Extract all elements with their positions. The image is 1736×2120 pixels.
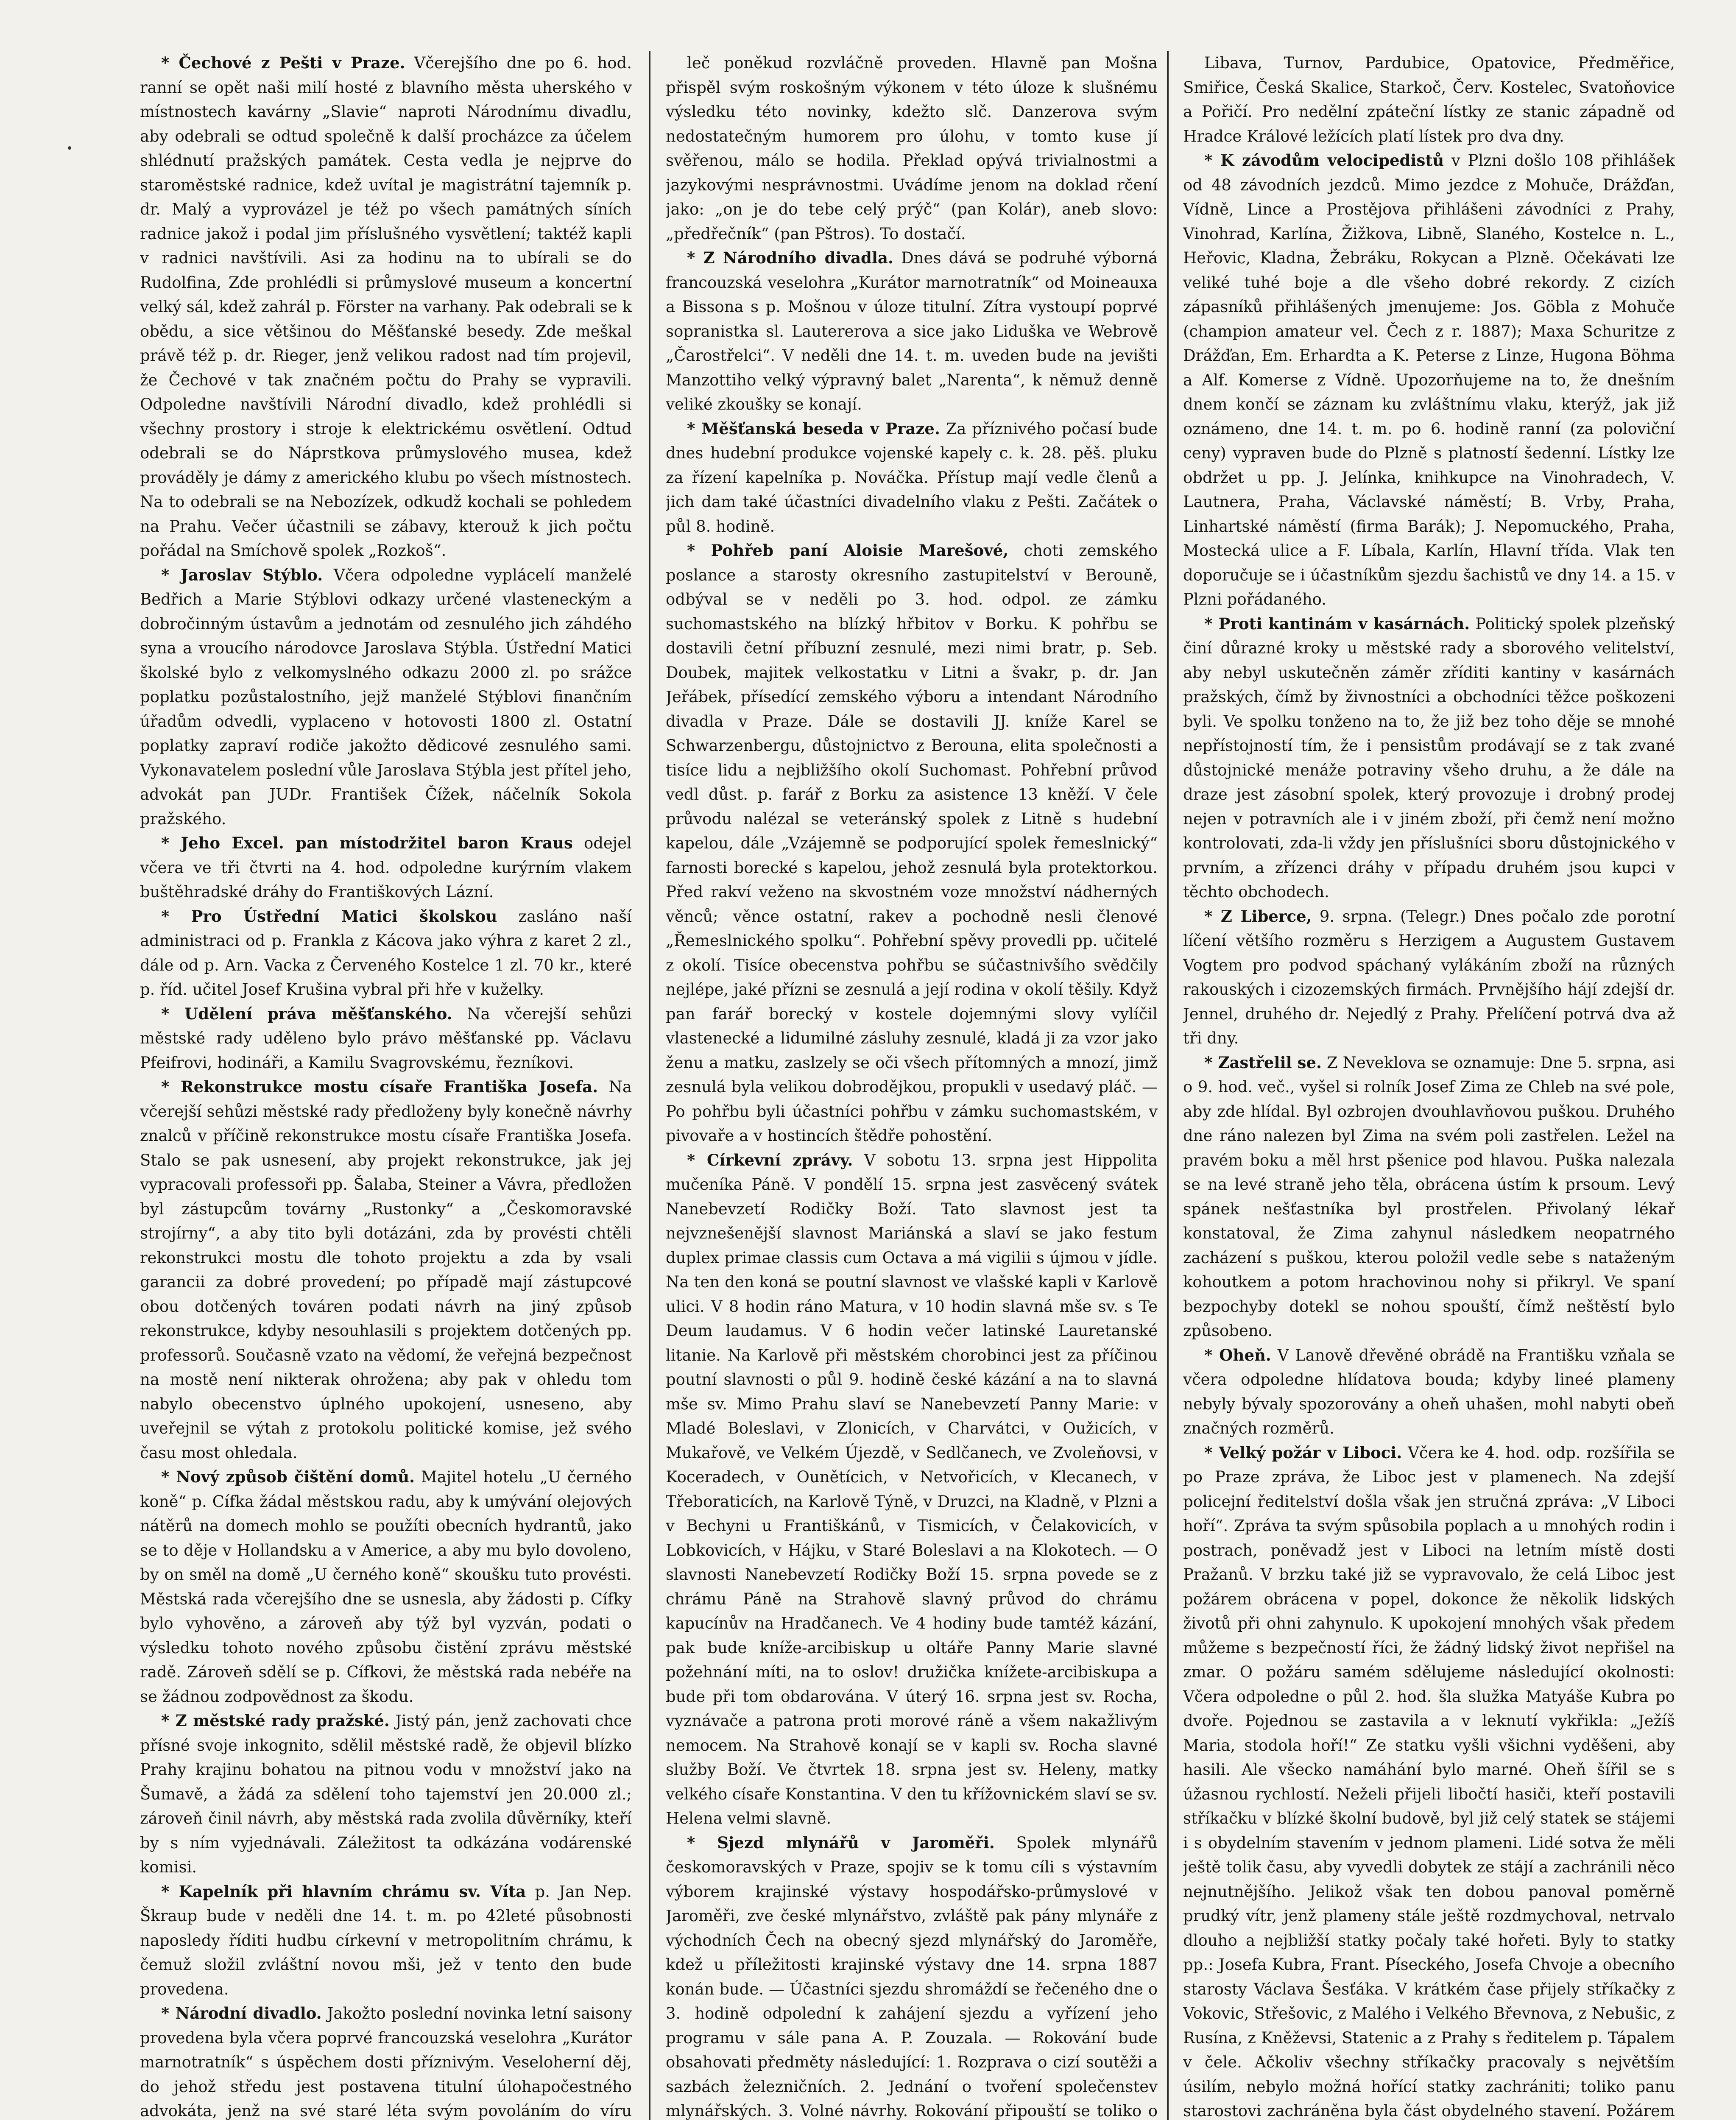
article-body: p. Jan Nep. Škraup bude v neděli dne 14. t. m. po 42leté působnosti naposledy říditi hudbu církevní v metropolitním chrámu, k čemuž složil zvláštní novou mši, jež v tento den bude provedena. — [140, 1882, 632, 1998]
article-heading: * Pohřeb paní Aloisie Marešové, — [687, 541, 1009, 560]
article-body: Jakožto poslední novinka letní saisony provedena byla včera poprvé francouzská veselohra „Kurátor marnotratník“ s úspěchem dosti příznivým. Veseloherní děj, do jehož středu jest postavena titulní úlohapočestného advokáta, jenž na své staré léta svým povoláním do víru — [140, 2004, 632, 2120]
article-body: V sobotu 13. srpna jest Hippolita mučeníka Páně. V pondělí 15. srpna jest zasvěcený svátek Nanebevzetí Rodičky Boží. Tato slavnost jest ta nejvznešenější slavnost Mariánská a slaví se jako festum duplex primae classis cum Octava a má vigilii s újmou v jídle. Na ten den koná se poutní slavnost ve vlašské kapli v Karlově ulici. V 8 hodin ráno Matura, v 10 hodin slavná mše sv. s Te Deum laudamus. V 6 hodin večer latinské Lauretanské litanie. Na Karlově při městském chorobinci jest za příčinou poutní slavnosti o půl 9. hodině české kázání a na to slavná mše sv. Mimo Prahu slaví se Nanebevzetí Panny Marie: v Mladé Boleslavi, v Zlonicích, v Charvátci, v Oužicích, v Mukařově, ve Velkém Újezdě, v Sedlčanech, ve Zvoleňovsi, v Koceradech, v Ounětícich, v Netvořicích, v Klecanech, v Třeboraticích, na Karlově Týně, v Druzci, na Kladně, v Plzni a v Bechyni u Františkánů, v Tismicích, v Čelakovicích, v Lobkovicích, v Hájku, v Staré Boleslavi a na Klokotech. — O slavnosti Nanebevzetí Rodičky Boží 15. srpna povede se z chrámu Páně na Strahově slavný průvod do chrámu kapucínův na Hradčanech. Ve 4 hodiny bude tamtéž kázání, pak bude kníže-arcibiskup u oltáře Panny Marie slavné požehnání míti, na to oslov! družička knížete-arcibiskupa a bude při tom obdarována. V úterý 16. srpna jest sv. Rocha, vyznávače a patrona proti morové ráně a všem nakažlivým nemocem. Na Strahově konají se v kapli sv. Rocha slavné služby Boží. Ve čtvrtek 18. srpna jest sv. Heleny, matky velkého císaře Konstantina. V den tu křížovnickém slaví se sv. Helena velmi slavně. — [666, 1151, 1158, 1827]
article-item — [666, 538, 1158, 1148]
article-heading: * K závodům velocipedistů — [1204, 151, 1444, 170]
article-body: Včerejšího dne po 6. hod. ranní se opět naši milí hosté z blavního města uherského v místnostech kavárny „Slavie“ naproti Národnímu divadlu, aby odebrali se odtud společně k další procházce za účelem shlédnutí pražských památek. Cesta vedla je nejprve do staroměstské radnice, kdež uvítal je magistrátní tajemník p. dr. Malý a vyprovázel je též po všech památných síních radnice jakož i podal jim příslušného vysvětlení; taktéž kapli v radnici navštívili. Asi za hodinu na to ubírali se do Rudolfina, Zde prohlédli si průmyslové museum a koncertní velký sál, kdež zahrál p. Förster na varhany. Pak odebrali se k obědu, a sice většinou do Měšťanské besedy. Zde meškal právě též p. dr. Rieger, jenž velikou radost nad tím projevil, že Čechové v tak značném počtu do Prahy se vypravili. Odpoledne navštívili Národní divadlo, kdež prohlédli si všechny prostory i stroje k elektrickému osvětlení. Odtud odebrali se do Náprstkova průmyslového musea, kdež prováděly je dámy z amerického klubu po všech místnostech. Na to odebrali se na Nebozízek, odkudž kochali se pohledem na Prahu. Večer účastnili se zábavy, kterouž k jich počtu pořádal na Smíchově spolek „Rozkoš“. — [140, 54, 632, 560]
article-heading: * Udělení práva měšťanského. — [161, 1004, 452, 1023]
article-body: Včera odpoledne vyplácelí manželé Bedřich a Marie Stýblovi odkazy určené vlasteneckým a dobročinným ústavům a jednotám od zesnulého jich záhdého syna a vroucího národovce Jaroslava Stýbla. Ústřední Matici školské bylo z velkomyslného odkazu 2000 zl. po srážce poplatku pozůstalostního, jejž manželé Stýblovi finančním úřadům odvedli, vyplaceno v hotovosti 1800 zl. Ostatní poplatky zapraví rodiče jakožto dědicové zesnulého sami. Vykonavatelem poslední vůle Jaroslava Stýbla jest přítel jeho, advokát pan JUDr. František Čížek, náčelník Sokola pražského. — [140, 566, 632, 828]
article-item — [140, 904, 632, 1002]
article-body: Z Neveklova se oznamuje: Dne 5. srpna, asi o 9. hod. več., vyšel si rolník Josef Zima ze Chleb na své pole, aby zde hlídal. Byl ozbrojen dvouhlavňovou puškou. Druhého dne ráno nalezen byl Zima na svém poli zastřelen. Ležel na pravém boku a měl hrst pšenice pod hlavou. Puška nalezala se na levé straně jeho těla, obrácena ústím k prsoum. Levý spánek nešťastníka byl prostřelen. Přivolaný lékař konstatoval, že Zima zahynul následkem neopatrného zacházení s puškou, kterou položil vedle sebe s nataženým kohoutkem a potom hrachovinou nohy si přikryl. Ve spaní bezpochyby dotekl se nohou spouští, čímž neštěstí bylo způsobeno. — [1183, 1053, 1675, 1340]
article-body: Jistý pán, jenž zachovati chce přísné svoje inkognito, sdělil městské radě, že objevil blízko Prahy krajinu bohatou na pitnou vodu v množství jako na Šumavě, a žádá za sdělení toho tajemství jen 20.000 zl.; zároveň činil návrh, aby městská rada zvolila důvěrníky, kteří by s ním vyjednávali. Záležitost ta odkázána vodárenské komisi. — [140, 1712, 632, 1876]
article-item — [1183, 612, 1675, 904]
article-body: Politický spolek plzeňský činí důrazné kroky u městské rady a sborového velitelství, aby nebyl uskutečněn záměr zříditi kantiny v kasárnách pražských, čímž by živnostníci a obchodníci těžce poškozeni byli. Ve spolku tonženo na to, že již bez toho děje se mnohé nepřístojností tím, že i pensistům prodávají se z tak zvané důstojnické menáže potraviny všeho druhu, a že dále na draze jest zásobní spolek, který provozuje i drobný prodej nejen v potravních ale i v jiném zboží, při čemž není možno kontrolovati, zda-li vždy jen příslušníci sboru důstojnického v prvním, a zřízenci dráhy v případu druhém jsou kupci v těchto obchodech. — [1183, 614, 1675, 901]
article-heading: * Proti kantinám v kasárnách. — [1204, 614, 1470, 633]
article-heading: * Jaroslav Stýblo. — [161, 565, 323, 584]
article-item — [666, 51, 1158, 246]
article-heading: * Církevní zprávy. — [687, 1150, 853, 1169]
article-heading: * Nový způsob čištění domů. — [161, 1467, 415, 1486]
article-item — [1183, 148, 1675, 612]
column-3 — [1183, 51, 1675, 2120]
article-item — [666, 246, 1158, 417]
article-item — [1183, 1343, 1675, 1441]
article-item — [1183, 51, 1675, 148]
article-body: Majitel hotelu „U černého koně“ p. Cífka žádal městskou radu, aby k umývání olejových nátěrů na domech mohlo se použíti obecních hydrantů, jako se to děje v Hollandsku a v Americe, a aby mu bylo dovoleno, by on směl na domě „U černého koně“ skoušku tuto provésti. Městská rada včerejšího dne se usnesla, aby žádosti p. Cífky bylo vyhověno, a zároveň aby týž byl vyzván, podati o výsledku tohoto nového způsobu čistění zprávu městské radě. Zároveň sdělí se p. Cífkovi, že městská rada nebéře na se žádnou zodpovědnost za škodu. — [140, 1468, 632, 1706]
article-heading: * Velký požár v Liboci. — [1204, 1443, 1402, 1462]
column-1 — [140, 51, 632, 2120]
article-item — [140, 1709, 632, 1880]
article-body: 9. srpna. (Telegr.) Dnes počalo zde porotní líčení většího rozměru s Herzigem a Augustem Gustavem Vogtem pro podvod spáchaný vylákáním zboží na různých rakouských i cizozemských firmách. Prvnějšího hájí zdejší dr. Jennel, druhého dr. Nejedlý z Prahy. Přelíčení potrvá dva až tři dny. — [1183, 907, 1675, 1047]
article-item — [140, 1002, 632, 1075]
article-heading: * Kapelník při hlavním chrámu sv. Víta — [161, 1882, 526, 1901]
article-heading: * Čechové z Pešti v Praze. — [161, 53, 405, 72]
article-body: zasláno naší administraci od p. Frankla z Kácova jako výhra z karet 2 zl., dále od p. Arn. Vacka z Červeného Kostelce 1 zl. 70 kr., které p. říd. učitel Josef Krušina vybral při hře v kuželky. — [140, 907, 632, 999]
article-item — [666, 417, 1158, 539]
article-body: v Plzni došlo 108 přihlášek od 48 závodních jezdců. Mimo jezdce z Mohuče, Drážďan, Vídně, Lince a Prostějova přihlášeni závodníci z Prahy, Vinohrad, Karlína, Žižkova, Libně, Slaného, Kostelce n. L., Heřovic, Kladna, Žebráku, Rokycan a Plzně. Očekávati lze veliké tuhé boje a dle všeho dobré rekordy. Z cizích zápasníků přihlášených jmenujeme: Jos. Göbla z Mohuče (champion amateur vel. Čech z r. 1887); Maxa Schuritze z Drážďan, Em. Erhardta a K. Peterse z Linze, Hugona Böhma a Alf. Komerse z Vídně. Upozorňujeme na to, že dnešním dnem končí se záznam ku zvláštnímu vlaku, kterýž, jak již oznámeno, dne 14. t. m. po 6. hodině ranní (za poloviční ceny) vypraven bude do Plzně s platností šedenní. Lístky lze obdržet u pp. J. Jelínka, knihkupce na Vinohradech, V. Lautnera, Praha, Václavské náměstí; B. Vrby, Praha, Linhartské náměstí (firma Barák); J. Nepomuckého, Praha, Mostecká ulice a F. Líbala, Karlín, Hlavní třída. Vlak ten doporučuje se i účastníkům sjezdu šachistů ve dny 14. a 15. v Plzni pořádaného. — [1183, 151, 1675, 608]
article-body: Na včerejší sehůzi městské rady předloženy byly konečně návrhy znalců v příčině rekonstrukce mostu císaře Františka Josefa. Stalo se pak usnesení, aby projekt rekonstrukce, jak jej vypracovali professoři pp. Šalaba, Steiner a Vávra, předložen byl zástupcům továrny „Rustonky“ a „Českomoravské strojírny“, a aby tito byli dotázáni, zda by provésti chtěli rekonstrukci mostu dle tohoto projektu a zda by vsali garancii za dobré provedení; po případě mají zástupcové obou dotčených továren podati návrh na jiný způsob rekonstrukce, kdyby nesouhlasili s projektem dotčených pp. professorů. Současně vzato na vědomí, že veřejná bezpečnost na mostě není nikterak ohrožena; aby pak v ohledu tom nabylo obecenstvo úplného upokojení, usneseno, aby uveřejnil se výtah z protokolu politické komise, jež svého času most ohledala. — [140, 1078, 632, 1462]
article-item — [140, 563, 632, 831]
article-body: Spolek mlynářů českomoravských v Praze, spojiv se k tomu cíli s výstavním výborem krajinské výstavy hospodářsko-průmyslové v Jaroměři, zve české mlynářstvo, zvláště pak pány mlynáře z východních Čech na obecný sjezd mlynářský do Jaroměře, kdež u příležitosti krajinské výstavy dne 14. srpna 1887 konán bude. — Účastníci sjezdu shromáždí se řečeného dne o 3. hodině odpolední k zahájení sjezdu a vyřízení jeho programu v sále pana A. P. Zouzala. — Rokování bude obsahovati předměty následující: 1. Rozprava o cizí soutěži a sazbách železničních. 2. Jednání o tvoření společenstev mlynářských. 3. Volné návrhy. Rokování připouští se toliko o — [666, 1833, 1158, 2120]
article-body: Libava, Turnov, Pardubice, Opatovice, Předměřice, Smiřice, Česká Skalice, Starkoč, Červ. Kostelec, Svatoňovice a Pořičí. Pro nedělní zpáteční lístky ze stanic západně od Hradce Králové ležících platí lístek pro dva dny. — [1183, 54, 1675, 145]
article-heading: * Sjezd mlynářů v Jaroměři. — [687, 1833, 995, 1852]
article-heading: * Měšťanská beseda v Praze. — [687, 419, 940, 438]
article-item — [140, 1880, 632, 2002]
column-divider — [1167, 51, 1169, 2120]
article-item — [140, 831, 632, 904]
article-heading: * Rekonstrukce mostu císaře Františka Josefa. — [161, 1077, 598, 1096]
article-heading: * Z Národního divadla. — [687, 248, 893, 267]
article-item — [666, 1148, 1158, 1831]
article-item — [140, 2001, 632, 2120]
article-heading: * Jeho Excel. pan místodržitel baron Kraus — [161, 834, 573, 852]
article-body: Dnes dává se podruhé výborná francouzská veselohra „Kurátor marnotratník“ od Moineauxa a Bissona s p. Mošnou v úloze titulní. Zítra vystoupí poprvé sopranistka sl. Lautererova a sice jako Liduška ve Webrově „Čarostřelci“. V neděli dne 14. t. m. uveden bude na jevišti Manzottiho velký výpravný balet „Narenta“, k němuž denně veliké zkoušky se konají. — [666, 249, 1158, 413]
article-body: leč poněkud rozvláčně proveden. Hlavně pan Mošna přispěl svým roskošným výkonem v této úloze k slušnému výsledku této novinky, kdežto slč. Danzerova svým nedostatečným humorem pro úlohu, v tomto kuse jí svěřenou, málo se hodila. Překlad opývá trivialnostmi a jazykovými nesprávnostmi. Uvádíme jenom na doklad rčení jako: „on je do tebe celý prýč“ (pan Kolár), aneb slovo: „předřečník“ (pan Pštros). To dostačí. — [666, 54, 1158, 243]
article-item — [1183, 1441, 1675, 2120]
article-body: Včera ke 4. hod. odp. rozšířila se po Praze zpráva, že Liboc jest v plamenech. Na zdejší policejní ředitelství došla však jen stručná zpráva: „V Liboci hoří“. Zpráva ta svým spůsobila poplach a u mnohých rodin i postrach, poněvadž jest v Liboci na letním místě dosti Pražanů. V brzku také již se vypravovalo, že celá Liboc jest požárem obrácena v popel, dokonce že několik lidských životů při ohni zahynulo. K upokojení mnohých však předem můžeme s bezpečností říci, že žádný lidský život nepřišel na zmar. O požáru samém sdělujeme následující okolnosti: Včera odpoledne o půl 2. hod. šla služka Matyáše Kubra po dvoře. Pojednou se zastavila a v leknutí vykřikla: „Ježíš Maria, stodola hoří!“ Ze statku vyšli všichni vyděšeni, aby hasili. Ale všecko namáhání bylo marné. Oheň šířil se s úžasnou rychlostí. Neželi přijeli libočtí hasiči, kteří postavili stříkačku v blízké školní budově, byl již celý statek se stájemi i s obydelním stavením v jednom plameni. Lidé sotva že měli ještě tolik času, aby vyvedli dobytek ze stájí a zachránili něco nejnutnějšího. Jelikož však ten dobou panoval poměrně prudký vítr, jenž plameny stále ještě rozdmychoval, netrvalo dlouho a nejbližší statky počaly také hořeti. Byly to statky pp.: Josefa Kubra, Frant. Píseckého, Josefa Chvoje a obecního starosty Václava Šesťáka. V krátkém čase přijely stříkačky z Vokovic, Střešovic, z Malého i Velkého Břevnova, z Nebušic, z Rusína, z Kněževsi, Statenic a z Prahy s ředitelem p. Tápalem v čele. Ačkoliv všechny stříkačky pracovaly s největším úsilím, nebylo možná hořící statky zachrániti; toliko panu starostovi zachráněna byla část obydelného stavení. Požárem — [1183, 1443, 1675, 2120]
article-heading: * Pro Ústřední Matici školskou — [161, 907, 497, 926]
print-speck — [68, 146, 71, 150]
article-body: odejel včera ve tři čtvrti na 4. hod. odpoledne kurýrním vlakem buštěhradské dráhy do Františkových Lázní. — [140, 834, 632, 901]
article-item — [140, 1465, 632, 1709]
article-heading: * Národní divadlo. — [161, 2004, 322, 2022]
article-heading: * Z městské rady pražské. — [161, 1711, 390, 1730]
column-2 — [666, 51, 1158, 2120]
article-body: V Lanově dřevěné obrádě na Františku vzňala se včera odpoledne hlídatova bouda; kdyby lineé plameny nebyly bývaly spozorovány a oheň uhašen, mohl nabyti obeň značných rozměrů. — [1183, 1346, 1675, 1437]
article-item — [666, 1831, 1158, 2120]
article-item — [1183, 1051, 1675, 1343]
article-body: Za příznivého počasí bude dnes hudební produkce vojenské kapely c. k. 28. pěš. pluku za řízení kapelníka p. Nováčka. Přístup mají vedle členů a jich dam také účastníci divadelního vlaku z Pešti. Začátek o půl 8. hodině. — [666, 419, 1158, 536]
column-divider — [649, 51, 650, 2120]
article-body: choti zemského poslance a starosty okresního zastupitelství v Berouně, odbýval se v neděli po 3. hod. odpol. ze zámku suchomastského na blízký hřbitov v Borku. K pohřbu se dostavili četní příbuzní zesnulé, mezi nimi bratr, p. Seb. Doubek, majitek velkostatku v Litni a švakr, p. dr. Jan Jeřábek, přísedící zemského výboru a intendant Národního divadla v Praze. Dále se dostavili JJ. kníže Karel se Schwarzenbergu, důstojnictvo z Berouna, elita společnosti a tisíce lidu a nejbližšího okolí Suchomast. Pohřební průvod vedl důst. p. farář z Borku za asistence 13 kněží. V čele průvodu nalézal se veteránský spolek z Litně s hudební kapelou, dále „Vzájemně se podporující spolek řemeslnický“ farnosti borecké s kapelou, jehož zesnulá byla protektorkou. Před rakví veženo na skvostném voze množství nádherných věnců; věnce ostatní, rakev a pochodně nesli členové „Řemeslnického spolku“. Pohřební spěvy provedli pp. učitelé z okolí. Tisíce obecenstva pohřbu se súčastnivšího svědčily nejlépe, jaké přízni se zesnulá a její rodina v okolí těšily. Když pan farář borecký v kostele dojemnými slovy vylíčil vlastenecké a lidumilné zásluhy zesnulé, kladá ji za vzor jako ženu a matku, zaslzely se oči všech přítomných a mnozí, jimž zesnulá byla velikou dobrodějkou, propukli v usedavý pláč. — Po pohřbu byli účastníci pohřbu v zámku suchomastském, v pivovaře a v hostincích štědře pohostění. — [666, 541, 1158, 1145]
article-item — [1183, 904, 1675, 1051]
article-heading: * Oheň. — [1204, 1345, 1271, 1364]
article-heading: * Zastřelil se. — [1204, 1053, 1322, 1072]
article-heading: * Z Liberce, — [1204, 907, 1312, 926]
article-item — [140, 1075, 632, 1465]
article-item — [140, 51, 632, 563]
article-body: Na včerejší sehůzi městské rady uděleno bylo právo měšťanské pp. Václavu Pfeifrovi, hodináři, a Kamilu Svagrovskému, řezníkovi. — [140, 1004, 632, 1072]
